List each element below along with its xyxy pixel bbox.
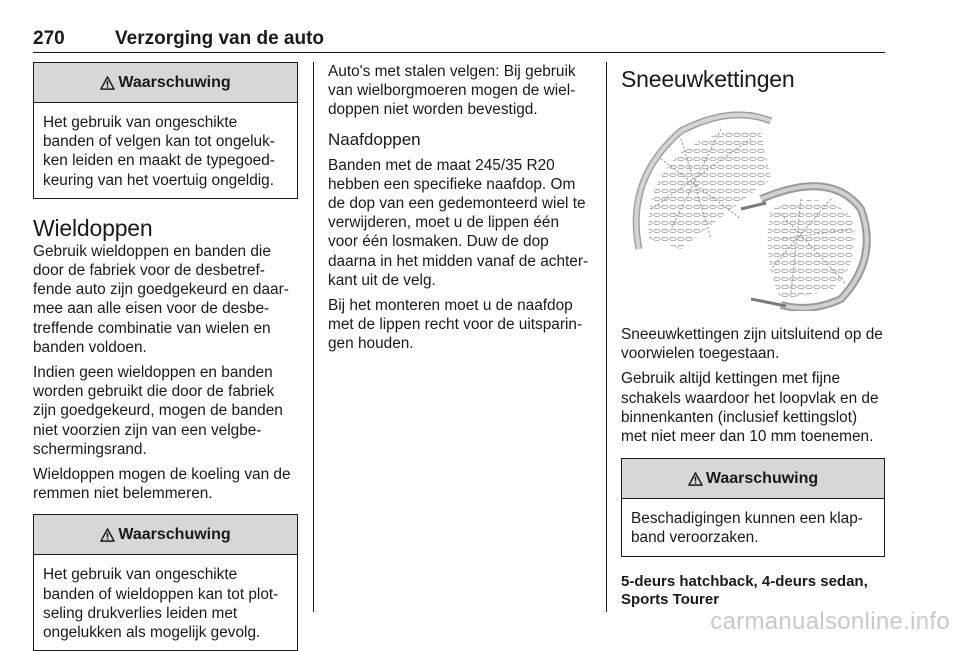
warning-title: Waarschuwing xyxy=(705,469,819,487)
section-heading-naafdoppen: Naafdoppen xyxy=(328,129,421,149)
column-2 xyxy=(328,62,590,360)
page-title: Verzorging van de auto xyxy=(115,28,325,49)
section-heading-wieldoppen: Wieldoppen xyxy=(33,214,153,241)
warning-triangle-icon xyxy=(688,472,703,486)
model-subheading: 5-deurs hatchback, 4-deurs sedan, Sports Tourer xyxy=(621,572,868,608)
warning-triangle-icon xyxy=(100,528,115,542)
column-divider-2 xyxy=(606,62,607,612)
paragraph: Wieldoppen mogen de koeling van de remmen niet belemmeren. xyxy=(33,466,291,503)
watermark: carmanualsonline.info xyxy=(710,608,950,635)
section-heading-sneeuwkettingen: Sneeuwkettingen xyxy=(621,66,795,92)
page-header xyxy=(33,26,885,53)
column-1 xyxy=(33,62,298,651)
warning-box-chains xyxy=(621,458,885,556)
paragraph: Bij het monteren moet u de naafdop met de lippen recht voor de uitsparin-gen houden. xyxy=(328,297,583,353)
column-divider-1 xyxy=(313,62,314,612)
warning-header xyxy=(34,63,297,103)
warning-text: Het gebruik van ongeschikte banden of wieldoppen kan tot plot-seling drukverlies leiden met ongelukken als mogelijk gevolg. xyxy=(43,566,279,642)
warning-text: Het gebruik van ongeschikte banden of velgen kan tot ongeluk-ken leiden en maakt de typegoed-keuring van het voertuig ongeldig. xyxy=(43,114,275,189)
warning-text: Beschadigingen kunnen een klap-band veroorzaken. xyxy=(631,510,863,547)
warning-triangle-icon xyxy=(100,76,115,90)
paragraph: Gebruik altijd kettingen met fijne schakels waardoor het loopvlak en de binnenkanten (inclusief kettingslot) met niet meer dan 10 mm toenemen. xyxy=(621,370,879,446)
paragraph: Gebruik wieldoppen en banden die door de fabriek voor de desbetref-fende auto zijn goedgekeurd en daar-mee aan alle eisen voor de desbe-treffende combinatie van wielen en banden voldoen. xyxy=(33,242,289,356)
paragraph-intro: Auto's met stalen velgen: Bij gebruik van wielborgmoeren mogen de wiel-doppen niet worden bevestigd. xyxy=(328,63,576,119)
warning-title: Waarschuwing xyxy=(118,525,231,543)
warning-title: Waarschuwing xyxy=(118,73,231,91)
paragraph: Sneeuwkettingen zijn uitsluitend op de voorwielen toegestaan. xyxy=(621,326,883,363)
warning-box-wheelcaps xyxy=(33,514,298,651)
warning-box-tires xyxy=(33,62,298,199)
paragraph: Banden met de maat 245/35 R20 hebben een specifieke naafdop. Om de dop van een gedemonteerd wiel te verwijderen, moet u de lippen één voor één losmaken. Duw de dop daarna in het midden vanaf de achter-kant uit de velg. xyxy=(328,156,589,289)
column-3 xyxy=(621,62,885,609)
page-number: 270 xyxy=(33,28,65,49)
snow-chains-illustration xyxy=(621,99,885,311)
snow-chains-icon xyxy=(621,99,885,311)
warning-header xyxy=(34,515,297,555)
warning-header xyxy=(622,459,884,499)
paragraph: Indien geen wieldoppen en banden worden gebruikt die door de fabriek zijn goedgekeurd, mogen de banden niet voorzien zijn van een velgbe-schermingsrand. xyxy=(33,364,283,458)
